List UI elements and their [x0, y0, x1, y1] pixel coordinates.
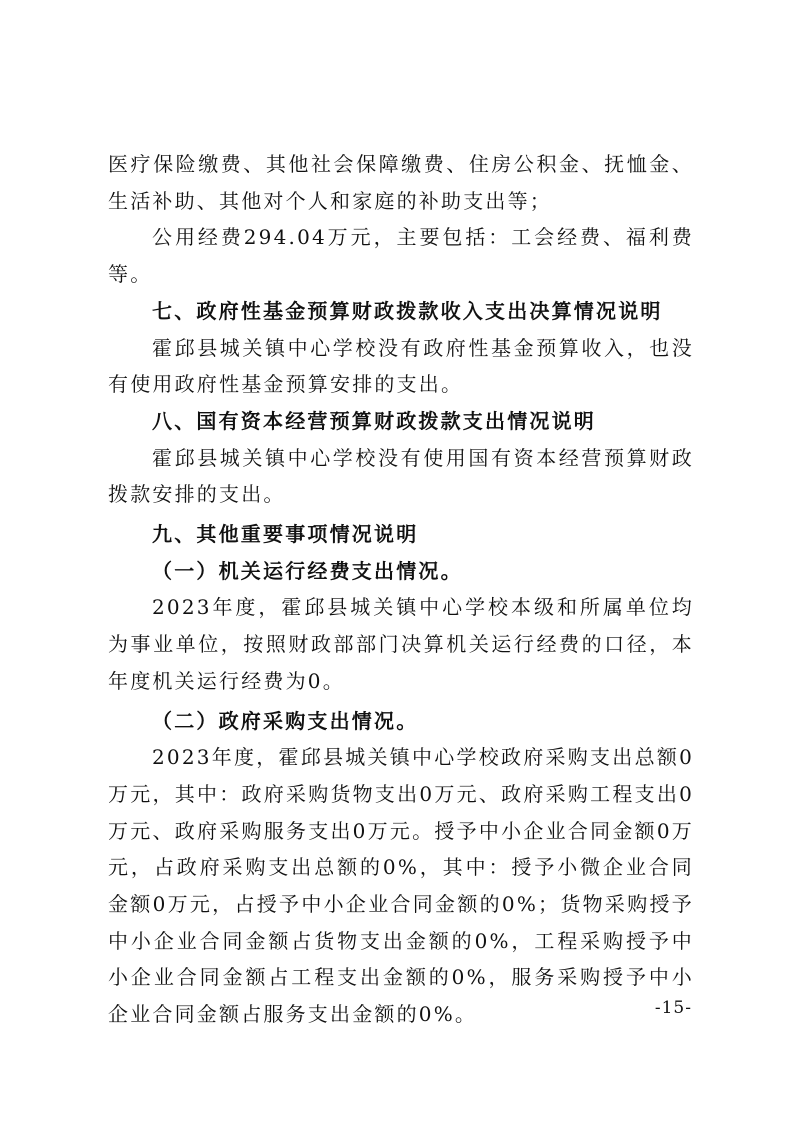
heading-other-important-matters: 九、其他重要事项情况说明 [152, 522, 419, 547]
heading-government-fund-budget: 七、政府性基金预算财政拨款收入支出决算情况说明 [152, 298, 663, 323]
paragraph-public-funds: 公用经费294.04万元，主要包括：工会经费、福利费等。 [108, 225, 694, 287]
document-body [108, 146, 694, 1033]
paragraph-operating-expenses: 2023年度，霍邱县城关镇中心学校本级和所属单位均为事业单位，按照财政部部门决算机关运行经费的口径，本年度机关运行经费为0。 [108, 595, 694, 693]
paragraph-government-procurement: 2023年度，霍邱县城关镇中心学校政府采购支出总额0万元，其中：政府采购货物支出0万元、政府采购工程支出0万元、政府采购服务支出0万元。授予中小企业合同金额0万元，占政府采购支出总额的0%，其中：授予小微企业合同金额0万元，占授予中小企业合同金额的0%；货物采购授予中小企业合同金额占货物支出金额的0%，工程采购授予中小企业合同金额占工程支出金额的0%，服务采购授予中小企业合同金额占服务支出金额的0%。 [108, 745, 694, 1027]
paragraph-government-fund-budget: 霍邱县城关镇中心学校没有政府性基金预算收入，也没有使用政府性基金预算安排的支出。 [108, 335, 694, 397]
paragraph-benefit-expenses: 医疗保险缴费、其他社会保障缴费、住房公积金、抚恤金、生活补助、其他对个人和家庭的补助支出等； [108, 152, 694, 213]
paragraph-state-capital-budget: 霍邱县城关镇中心学校没有使用国有资本经营预算财政拨款安排的支出。 [108, 445, 694, 507]
heading-state-capital-budget: 八、国有资本经营预算财政拨款支出情况说明 [152, 408, 596, 433]
page-number: -15- [654, 998, 692, 1018]
subheading-operating-expenses: （一）机关运行经费支出情况。 [152, 558, 463, 583]
subheading-government-procurement: （二）政府采购支出情况。 [152, 708, 419, 733]
